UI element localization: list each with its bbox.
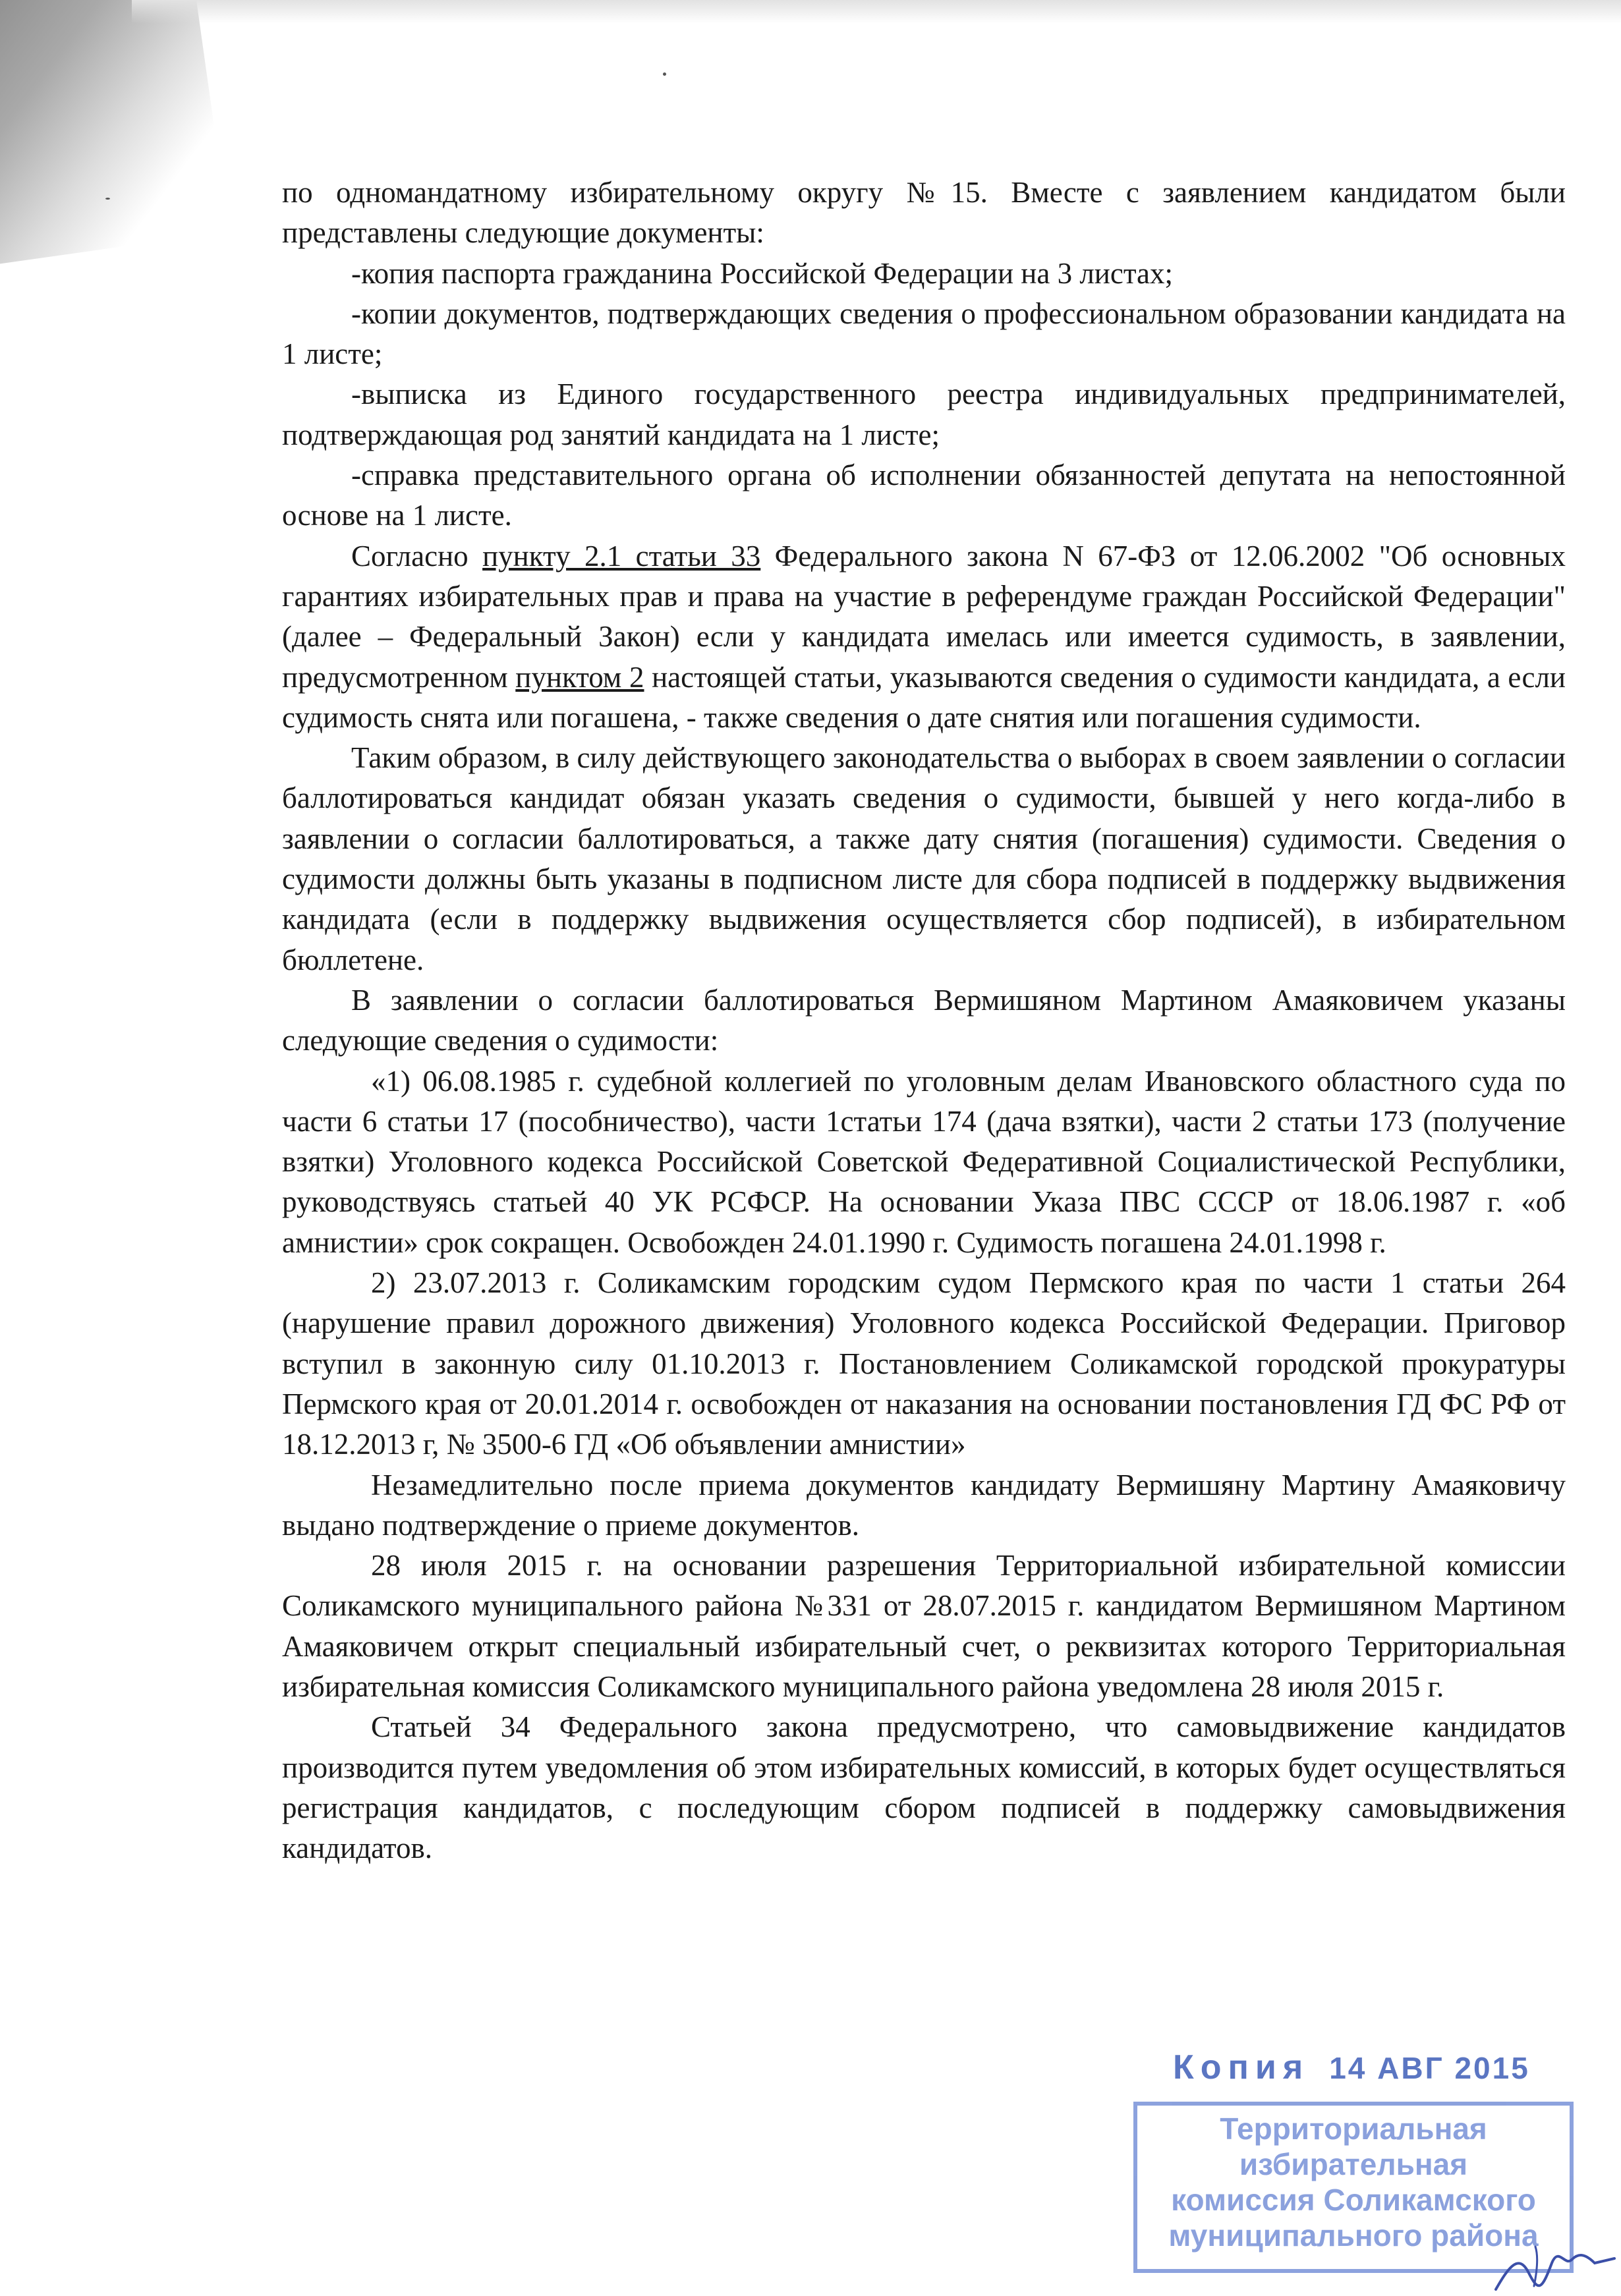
law-text-end: настоящей статьи, указываются сведения о судимости кандидата, а если судимость снята или погашена, - также сведения о дате снятия или погашения судимости. [282,660,1566,734]
copy-stamp-date: 14 АВГ 2015 [1329,2051,1530,2085]
stamp-line: комиссия Соликамского [1171,2183,1536,2217]
conviction-item-2: 2) 23.07.2013 г. Соликамским городским судом Пермского края по части 1 статьи 264 (нарушение правил дорожного движения) Уголовного кодекса Российской Федерации. Приговор вступил в законную силу 01.10.2013 г. Постановлением Соликамской городской прокуратуры Пермского края от 20.01.2014 г. освобожден от наказания на основании постановления ГД ФС РФ от 18.12.2013 г, № 3500-6 ГД «Об объявлении амнистии» [282,1266,1566,1461]
scan-shadow-top [132,0,1621,24]
list-item-deputy-certificate: -справка представительного органа об исполнении обязанностей депутата на непостоянной основе на 1 листе. [282,459,1566,532]
scan-shadow-corner [0,0,229,266]
conviction-item-1: «1) 06.08.1985 г. судебной коллегией по уголовным делам Ивановского областного суда по части 6 статьи 17 (пособничество), части 1статьи 174 (дача взятки), части 2 статьи 173 (получение взятки) Уголовного кодекса Российской Советской Федеративной Социалистической Республики, руководствуясь статьей 40 УК РСФСР. На основании Указа ПВС СССР от 18.06.1987 г. «об амнистии» срок сокращен. Освобожден 24.01.1990 г. Судимость погашена 24.01.1998 г. [282,1064,1566,1259]
list-item-registry-extract: -выписка из Единого государственного реестра индивидуальных предпринимателей, подтверждающая род занятий кандидата на 1 листе; [282,378,1566,451]
document-body [282,173,1566,1868]
paragraph-bank-account: 28 июля 2015 г. на основании разрешения Территориальной избирательной комиссии Соликамского муниципального района №331 от 28.07.2015 г. кандидатом Вермишяном Мартином Амаяковичем открыт специальный избирательный счет, о реквизитах которого Территориальная избирательная комиссия Соликамского муниципального района уведомлена 28 июля 2015 г. [282,1549,1566,1703]
stamp-line: муниципального района [1168,2218,1539,2253]
signature-icon [1489,2227,1621,2296]
paragraph-law-reference [282,536,1566,738]
paragraph-confirmation: Незамедлительно после приема документов кандидату Вермишяну Мартину Амаяковичу выдано подтверждение о приеме документов. [282,1468,1566,1542]
list-item-passport: -копия паспорта гражданина Российской Федерации на 3 листах; [351,256,1174,290]
copy-stamp-label: Копия [1173,2048,1310,2086]
paragraph-statement: В заявлении о согласии баллотироваться Вермишяном Мартином Амаяковичем указаны следующие сведения о судимости: [282,983,1566,1057]
stamp-line: Территориальная [1220,2112,1487,2146]
scan-speck [663,72,666,76]
list-item-education: -копии документов, подтверждающих сведения о профессиональном образовании кандидата на 1 листе; [282,296,1566,371]
law-text-middle: Федерального закона N 67-ФЗ от 12.06.2002 "Об основных гарантиях избирательных прав и права на участие в референдуме граждан Российской Федерации" (далее – Федеральный Закон) если у кандидата имелась или имеется судимость, в заявлении, предусмотренном [282,539,1566,694]
paragraph-article-34: Статьей 34 Федерального закона предусмотрено, что самовыдвижение кандидатов производится путем уведомления об этом избирательных комиссий, в которых будет осуществляться регистрация кандидатов, с последующим сбором подписей в поддержку самовыдвижения кандидатов. [282,1710,1566,1865]
scan-speck [105,198,110,200]
law-link-point-2[interactable]: пунктом 2 [515,660,644,694]
law-link-article-33[interactable]: пункту 2.1 статьи 33 [482,539,761,573]
stamp-line: избирательная [1239,2147,1468,2181]
law-text-start: Согласно [351,539,483,573]
paragraph-intro: по одномандатному избирательному округу №15. Вместе с заявлением кандидатом были представлены следующие документы: [282,176,1566,250]
paragraph-conclusion: Таким образом, в силу действующего законодательства о выборах в своем заявлении о согласии баллотироваться кандидат обязан указать сведения о судимости, бывшей у него когда-либо в заявлении о согласии баллотироваться, а также дату снятия (погашения) судимости. Сведения о судимости должны быть указаны в подписном листе для сбора подписей в поддержку выдвижения кандидата (если в поддержку выдвижения осуществляется сбор подписей), в избирательном бюллетене. [282,741,1566,976]
copy-stamp [1173,2048,1530,2087]
